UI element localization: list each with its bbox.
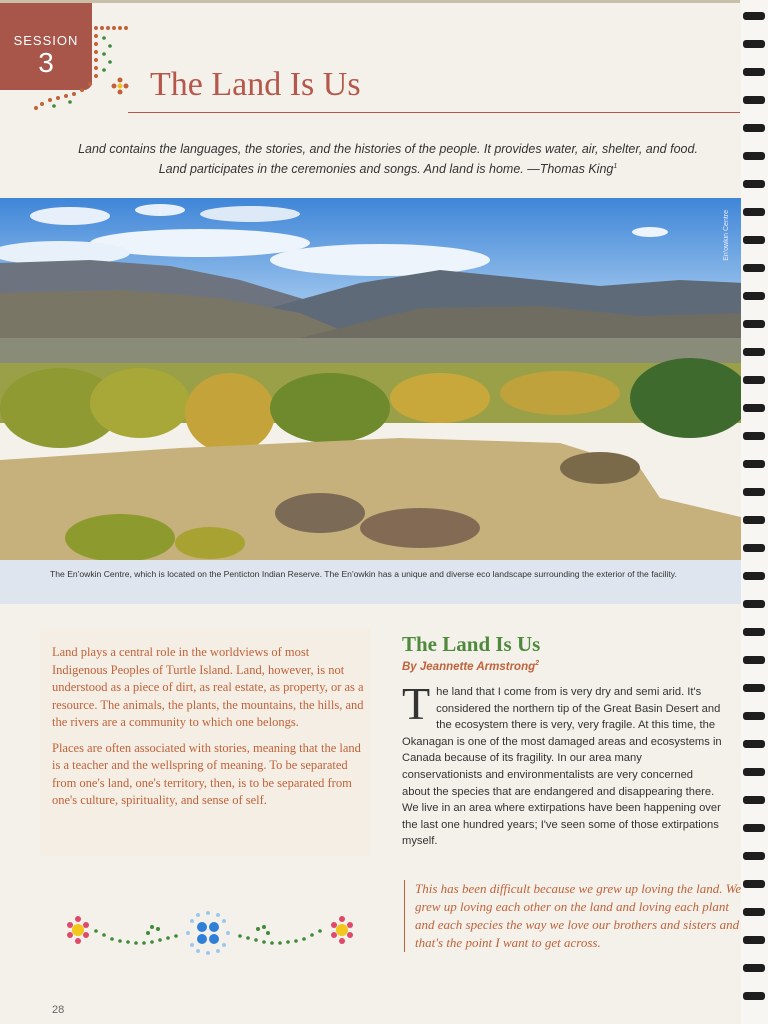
pull-quote: This has been difficult because we grew up loving the land. We grew up loving each other on the land and loving each plant and each species the way we love our brothers and sisters and that's the point I want to get across. [404,880,745,952]
spiral-binding [741,0,768,1024]
landscape-photo [0,198,745,560]
session-number: 3 [38,47,54,78]
binding-ring [743,124,765,132]
binding-ring [743,348,765,356]
binding-ring [743,880,765,888]
binding-ring [743,964,765,972]
binding-ring [743,68,765,76]
binding-ring [743,404,765,412]
epigraph-line-1: Land contains the languages, the stories, and the histories of the people. It provides water, air, shelter, and food. [78,142,698,156]
binding-ring [743,12,765,20]
byline-text: By Jeannette Armstrong [402,660,536,673]
binding-ring [743,96,765,104]
page-number: 28 [52,1004,65,1016]
binding-ring [743,684,765,692]
article-title: The Land Is Us [402,632,541,656]
article-body-text: he land that I come from is very dry and semi arid. It's considered the northern tip of the Great Basin Desert and the ecosystem there is very, very fragile. At this time, the Okanagan is one of the most damaged areas and ecosystems in Canada because of its fragility. In our area many conservationists and environmentalists are very concerned about the species that are endangered and disappearing there. We live in an area where extirpations have been happening over the last one hundred years; I've seen some of those extirpations myself. [402,686,722,848]
byline-footnote: 2 [535,660,540,667]
binding-ring [743,572,765,580]
byline [402,660,539,673]
title-rule [128,112,740,113]
photo-credit: En'owkin Centre [723,210,730,261]
dot-ornament-icon [30,22,135,112]
binding-ring [743,376,765,384]
binding-ring [743,796,765,804]
binding-ring [743,236,765,244]
photo-caption: The En'owkin Centre, which is located on the Penticton Indian Reserve. The En'owkin has a unique and diverse eco landscape surrounding the exterior of the facility. [50,569,677,579]
binding-ring [743,992,765,1000]
binding-ring [743,432,765,440]
binding-ring [743,740,765,748]
binding-ring [743,628,765,636]
epigraph [48,140,728,178]
binding-ring [743,656,765,664]
binding-ring [743,824,765,832]
binding-ring [743,40,765,48]
intro-text [52,644,364,818]
binding-ring [743,516,765,524]
binding-ring [743,180,765,188]
epigraph-line-2 [48,158,728,178]
binding-ring [743,712,765,720]
intro-paragraph-1: Land plays a central role in the worldviews of most Indigenous Peoples of Turtle Island. Land, however, is not understood as a piece of dirt, as real estate, as property, or as a resource. The animals, the plants, the mountains, the hills, and the rivers are a community to which one belongs. [52,645,364,729]
binding-ring [743,264,765,272]
binding-ring [743,460,765,468]
binding-ring [743,320,765,328]
binding-ring [743,600,765,608]
binding-ring [743,544,765,552]
intro-paragraph-2: Places are often associated with stories, meaning that the land is a teacher and the wellspring of meaning. To be separated from one's land, one's territory, then, is to be separated from one's culture, spirituality, and sense of self. [52,740,361,807]
session-label: SESSION [13,33,79,48]
epigraph-line-2-text: Land participates in the ceremonies and songs. And land is home. —Thomas King [158,162,614,177]
binding-ring [743,768,765,776]
binding-ring [743,292,765,300]
page-title: The Land Is Us [150,66,361,103]
binding-ring [743,208,765,216]
binding-ring [743,908,765,916]
binding-ring [743,852,765,860]
floral-beadwork-icon [52,905,372,967]
binding-ring [743,152,765,160]
binding-ring [743,936,765,944]
dropcap: T [402,678,431,729]
footnote-marker: 1 [613,163,618,170]
article-body [402,678,724,850]
top-rule [0,0,740,3]
binding-ring [743,488,765,496]
caption-band [0,560,745,604]
landscape-illustration [0,198,745,560]
